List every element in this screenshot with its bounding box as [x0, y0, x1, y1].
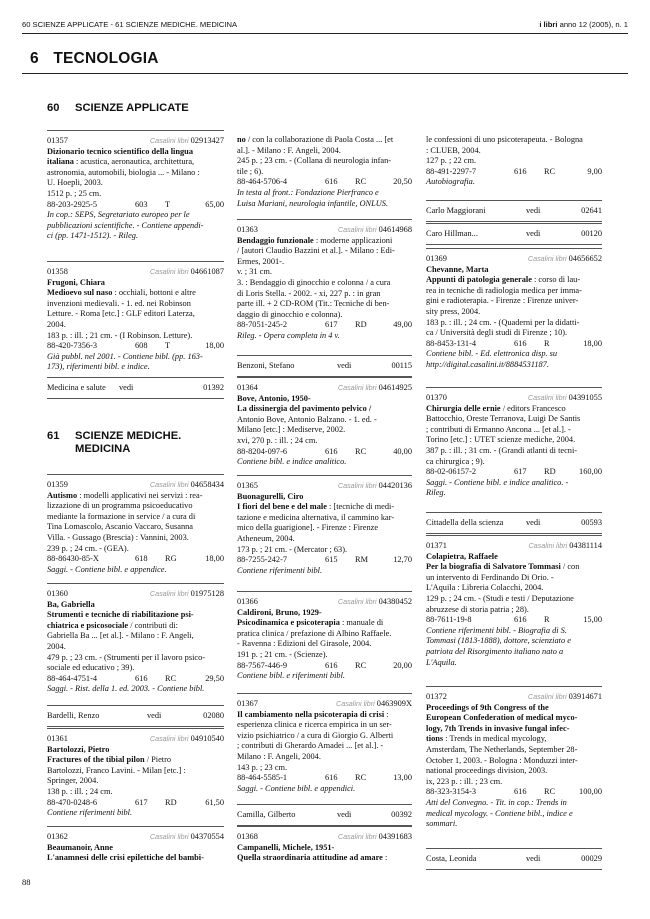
isbn: 88-464-5706-4 — [237, 177, 288, 187]
subsection-61-heading — [47, 430, 181, 455]
isbn: 88-8204-097-6 — [237, 446, 288, 456]
author: Ba, Gabriella — [47, 599, 95, 609]
price: 29,50 — [205, 673, 224, 683]
author: Bartolozzi, Pietro — [47, 744, 110, 754]
isbn: 88-464-4751-4 — [47, 673, 98, 683]
casalini-code: 02913427 — [190, 136, 224, 145]
desc-line: xvi, 270 p. : ill. ; 24 cm. — [237, 435, 318, 445]
desc-line: / [autori Claudio Bazzini et al.]. - Milano : Edi- — [237, 246, 395, 256]
entry-number: 01359 — [47, 480, 68, 489]
entry-01361: 01361 Casalini libri 04910540 Bartolozzi, Pietro Fractures of the tibial pilon / Pietro Bartolozzi, Franco Lavini. - Milan [etc.] : Springer, 2004. 138 p. : ill. ; 24 cm. 88-470-0248-6 617 RD 61,50 Contiene riferimenti bibl. — [47, 728, 224, 819]
casalini-code: 04380452 — [378, 597, 412, 606]
xref-vedi: vedi — [526, 518, 541, 527]
author: Colapietra, Raffaele — [426, 551, 498, 561]
desc-line: : CLUEB, 2004. — [426, 145, 481, 155]
entry-01367: 01367 Casalini libri 0463909X Il cambiamento nella psicoterapia di crisi : esperienza clinica e ricerca empirica in un ser- vizio psichiatrico / a cura di Giorgio G. Alberti ; contributi di Gherardo Amadei ... [et al.]. - Milano : F. Angeli, 2004. 143 p. ; 23 cm. 88-464-5585-1 616 RC 13,00 Saggi. - Contiene bibl. e appendici. — [237, 693, 412, 794]
entry-01362-continued: no / con la collaborazione di Paola Costa ... [et al.]. - Milano : F. Angeli, 2004. 245 p. ; 23 cm. - (Collana di neurologia infan- tile ; 6). 88-464-5706-4 616 RC 20,50 In testa al front.: Fondazione Pierfranco e Luisa Mariani, neurologia infantile, ONLUS. — [237, 135, 412, 208]
entry-number: 01365 — [237, 481, 258, 490]
desc-line: ix, 223 p. : ill. ; 23 cm. — [426, 776, 503, 786]
dewey-code: 603 — [135, 199, 148, 209]
desc-line: L'Aquila : Libreria Colacchi, 2004. — [426, 583, 544, 593]
subsection-61-number: 61 — [47, 430, 60, 442]
entry-number: 01357 — [47, 136, 68, 145]
casalini-code: 04391055 — [568, 393, 602, 402]
isbn: 88-7611-19-8 — [426, 615, 472, 625]
title-line: La dissinergia del pavimento pelvico / — [237, 404, 372, 414]
column-3 — [426, 0, 602, 919]
isbn: 88-7255-242-7 — [237, 555, 288, 565]
note-line: Autobiografia. — [426, 177, 475, 187]
casalini-label: Casalini libri — [337, 832, 377, 841]
note-line: Rileg. - Opera completa in 4 v. — [237, 330, 340, 340]
note-line: Contiene bibl. - Ed. elettronica disp. su — [426, 349, 558, 359]
page-number: 88 — [22, 877, 31, 887]
dewey-code: 616 — [135, 673, 148, 683]
desc-line: 387 p. : ill. ; 31 cm. - (Grandi atlanti di tecni- — [426, 445, 578, 455]
desc-line: rea in tecniche di radiologia medica per imma- — [426, 285, 582, 295]
casalini-code: 04658434 — [190, 480, 224, 489]
desc-line: 2004. — [47, 641, 66, 651]
casalini-label: Casalini libri — [337, 597, 377, 606]
entry-01370: 01370 Casalini libri 04391055 Chirurgia delle ernie / editors Francesco Battocchio, Oreste Terranova, Luigi De Santis ; contributi di Ermanno Ancona ... [et al.]. - Torino [etc.] : UTET scienze mediche, 2004. 387 p. : ill. ; 31 cm. - (Grandi atlanti di tecni- ca chirurgica ; 9). 88-02-06157-2 617 RD 160,00 Saggi. - Contiene bibl. e indice analitico. - Rileg. — [426, 387, 602, 499]
isbn: 88-464-5585-1 — [237, 773, 288, 783]
desc-line: 183 p. : ill. ; 24 cm. - (Quaderni per la didatti- — [426, 317, 580, 327]
class-code: T — [165, 199, 171, 209]
isbn: 88-02-06157-2 — [426, 467, 477, 477]
xref-vedi: vedi — [337, 361, 352, 370]
desc-line: un intervento di Ferdinando Di Orio. - — [426, 572, 554, 582]
entry-01360: 01360 Casalini libri 01975128 Ba, Gabriella Strumenti e tecniche di riabilitazione psi- chiatrica e psicosociale / contributi di: Gabriella Ba ... [et al.]. - Milano : F. Angeli, 2004. 479 p. ; 23 cm. - (Strumenti per il lavoro psico- sociale ed educativo ; 39). 88-464-4751-4 616 RC 29,50 Saggi. - Rist. della 1. ed. 2003. - Contiene bibl. — [47, 583, 224, 695]
desc-line: Bartolozzi, Franco Lavini. - Milan [etc.] : — [47, 765, 186, 775]
entry-01358: 01358 Casalini libri 04661087 Frugoni, Chiara Medioevo sul naso : occhiali, bottoni e altre invenzioni medievali. - 1. ed. nei Robinson Letture. - Roma [etc.] : GLF editori Laterza, 2004. 183 p. : ill. ; 21 cm. - (I Robinson. Letture). 88-420-7356-3 608 T 18,00 Già pubbl. nel 2001. - Contiene bibl. (pp. 163- 173), riferimenti bibl. e indice. — [47, 261, 224, 373]
desc-line: 183 p. : ill. ; 21 cm. - (I Robinson. Letture). — [47, 330, 193, 340]
dewey-code: 616 — [325, 446, 338, 456]
desc-line: sociale ed educativo ; 39). — [47, 663, 135, 673]
casalini-label: Casalini libri — [149, 832, 189, 841]
desc-line: Milano [etc.] : Mediserve, 2002. — [237, 425, 346, 435]
casalini-label: Casalini libri — [527, 692, 567, 701]
note-line: http://digital.casalini.it/8884531187. — [426, 359, 549, 369]
entry-01357: 01357 Casalini libri 02913427 Dizionario tecnico scientifico della lingua italiana : acustica, aeronautica, architettura, astronomia, automobili, biologia ... - Milano : U. Hoepli, 2003. 1512 p. ; 25 cm. 88-203-2925-5 603 T 65,00 In cop.: SEPS, Segretariato europeo per le pubblicazioni scientifiche. - Contiene appendi- ci (pp. 1471-1512). - Rileg. — [47, 130, 224, 242]
entry-01369: 01369 Casalini libri 04656652 Chevanne, Marta Appunti di patologia generale : corso di lau- rea in tecniche di radiologia medica per imma- gini e radioterapia. - Firenze : Firenze univer- sity press, 2004. 183 p. : ill. ; 24 cm. - (Quaderni per la didatti- ca / Università degli studi di Firenze ; 10). 88-8453-131-4 616 R 18,00 Contiene bibl. - Ed. elettronica disp. su http://digital.casalini.it/8884531187. — [426, 248, 602, 371]
entry-number: 01364 — [237, 383, 258, 392]
cross-reference — [237, 355, 412, 377]
note-line: Contiene riferimenti bibl. — [47, 808, 133, 818]
class-code: RG — [165, 554, 177, 564]
section-number: 6 — [30, 50, 39, 67]
entry-number: 01372 — [426, 692, 447, 701]
entry-number: 01360 — [47, 589, 68, 598]
desc-line: Amsterdam, The Netherlands, September 28- — [426, 744, 578, 754]
desc-line: Letture. - Roma [etc.] : GLF editori Laterza, — [47, 309, 195, 319]
price: 18,00 — [205, 341, 224, 351]
entry-number: 01367 — [237, 699, 258, 708]
title-line: logy, 7th Trends in invasive fungal infec- — [426, 723, 570, 733]
casalini-ref — [150, 136, 224, 147]
class-code: RC — [355, 177, 367, 187]
note-line: patriota del Risorgimento italiano nato a — [426, 646, 564, 656]
note-line: Saggi. - Contiene bibl. e indice analitico. - — [426, 477, 569, 487]
dewey-code: 616 — [514, 166, 527, 176]
subsection-61-title: SCIENZE MEDICHE. — [75, 430, 182, 442]
note-line: Saggi. - Contiene bibl. e appendice. — [47, 564, 167, 574]
cross-reference — [426, 512, 602, 534]
xref-name: Camilla, Gilberto — [237, 810, 296, 819]
desc-line: gini e radioterapia. - Firenze : Firenze univer- — [426, 296, 579, 306]
casalini-code: 04391683 — [378, 832, 412, 841]
desc-line: astronomia, automobili, biologia ... - Milano : — [47, 167, 200, 177]
desc-line: pratica clinica / prefazione di Albino Raffaele. — [237, 628, 392, 638]
casalini-label: Casalini libri — [527, 393, 567, 402]
cross-reference — [426, 848, 602, 870]
note-line: Tommasi (1813-1888), dottore, scienziato e — [426, 636, 571, 646]
column-2 — [237, 0, 412, 919]
xref-vedi: vedi — [119, 383, 134, 392]
cross-reference — [426, 200, 602, 222]
cross-reference — [47, 377, 224, 399]
xref-name: Cittadella della scienza — [426, 518, 504, 527]
entry-01371: 01371 Casalini libri 04381114 Colapietra, Raffaele Per la biografia di Salvatore Tommasi / con un intervento di Ferdinando Di Orio. - L'Aquila : Libreria Colacchi, 2004. 129 p. ; 24 cm. - (Studi e testi / Deputazione abruzzese di storia patria ; 28). 88-7611-19-8 616 R 15,00 Contiene riferimenti bibl. - Biografia di S. Tommasi (1813-1888), dottore, scienziato e patriota del Risorgimento italiano nato a L'Aquila. — [426, 535, 602, 668]
xref-number: 00392 — [391, 810, 412, 819]
entry-01368-continued — [426, 135, 602, 188]
note-line: Contiene riferimenti bibl. - Biografia di S. — [426, 625, 567, 635]
casalini-code: 04661087 — [190, 267, 224, 276]
entry-number: 01366 — [237, 597, 258, 606]
note-line: In testa al front.: Fondazione Pierfranco e — [237, 187, 379, 197]
cross-reference — [47, 705, 224, 727]
desc-line: Gabriella Ba ... [et al.]. - Milano : F. Angeli, — [47, 631, 194, 641]
dewey-code: 617 — [325, 320, 338, 330]
entry-number: 01358 — [47, 267, 68, 276]
note-line: Contiene riferimenti bibl. — [237, 565, 323, 575]
xref-vedi: vedi — [526, 229, 541, 238]
note-line: Atti del Convegno. - Tit. in cop.: Trends in — [426, 797, 567, 807]
entry-01368: 01368 Casalini libri 04391683 Campanelli, Michele, 1951- Quella straordinaria attitudine ad amare : — [237, 826, 412, 864]
running-head-publication: i libri — [539, 20, 558, 29]
desc-line: October 1, 2003. - Bologna : Monduzzi inter- — [426, 755, 578, 765]
entry-01362 — [47, 826, 224, 864]
class-code: RC — [355, 660, 367, 670]
casalini-label: Casalini libri — [149, 267, 189, 276]
title-line: European Confederation of medical myco- — [426, 713, 578, 723]
class-code: RC — [165, 673, 177, 683]
entry-number: 01361 — [47, 734, 68, 743]
subsection-60-number: 60 — [47, 102, 60, 114]
dewey-code: 616 — [514, 338, 527, 348]
dewey-code: 616 — [514, 615, 527, 625]
class-code: RC — [355, 773, 367, 783]
entry-number: 01363 — [237, 225, 258, 234]
casalini-label: Casalini libri — [149, 136, 189, 145]
xref-number: 01392 — [203, 383, 224, 392]
casalini-label: Casalini libri — [337, 481, 377, 490]
desc-line: di Loris Stella. - 2002. - xi, 227 p. : in gran — [237, 288, 381, 298]
entry-number: 01362 — [47, 832, 68, 841]
desc-line: ; contributi di Ermanno Ancona ... [et al.]. - — [426, 424, 571, 434]
xref-number: 00593 — [581, 518, 602, 527]
entry-number: 01370 — [426, 393, 447, 402]
desc-line: 239 p. ; 24 cm. - (GEA). — [47, 543, 129, 553]
author: Beaumanoir, Anne — [47, 842, 113, 852]
xref-number: 02641 — [581, 206, 602, 215]
price: 49,00 — [393, 320, 412, 330]
casalini-label: Casalini libri — [336, 699, 375, 708]
entry-number: 01369 — [426, 254, 447, 263]
casalini-label: Casalini libri — [527, 254, 567, 263]
entry-01365: 01365 Casalini libri 04420136 Buonagurelli, Ciro I fiori del bene e del male : [tecniche di medi- tazione e medicina alternativa, il cammino kar- mico della guarigione]. - Firenze : Firenze Atheneum, 2004. 173 p. ; 21 cm. - (Mercator ; 63). 88-7255-242-7 615 RM 12,70 Contiene riferimenti bibl. — [237, 475, 412, 576]
dewey-code: 616 — [325, 177, 338, 187]
price: 100,00 — [579, 787, 602, 797]
running-head-left: 60 SCIENZE APPLICATE - 61 SCIENZE MEDICHE. MEDICINA — [22, 20, 238, 29]
entry-01359: 01359 Casalini libri 04658434 Autismo : modelli applicativi nei servizi : rea- lizzazione di un programma psicoeducativo mediante la formazione in service / a cura di Tina Lomascolo, Ascanio Vaccaro, Susanna Villa. - Gussago (Brescia) : Vannini, 2003. 239 p. ; 24 cm. - (GEA). 88-86430-85-X 618 RG 18,00 Saggi. - Contiene bibl. e appendice. — [47, 474, 224, 575]
note-line: Rileg. — [426, 488, 446, 498]
casalini-code: 04614925 — [378, 383, 412, 392]
price: 12,70 — [393, 555, 412, 565]
desc-line: Springer, 2004. — [47, 776, 99, 786]
desc-line: mico della guarigione]. - Firenze : Firenze — [237, 523, 379, 533]
dewey-code: 616 — [514, 787, 527, 797]
isbn: 88-7051-245-2 — [237, 320, 288, 330]
desc-line: 3. : Bendaggio di ginocchio e colonna / a cura — [237, 277, 391, 287]
desc-line: national proceedings division, 2003. — [426, 766, 548, 776]
class-code: RD — [355, 320, 367, 330]
xref-name: Carlo Maggiorani — [426, 206, 486, 215]
author: Chevanne, Marta — [426, 264, 489, 274]
desc-line: invenzioni medievali. - 1. ed. nei Robinson — [47, 298, 191, 308]
note-line: Già pubbl. nel 2001. - Contiene bibl. (pp. 163- — [47, 351, 203, 361]
desc-line: ca chirurgica ; 9). — [426, 456, 485, 466]
desc-line: 127 p. ; 22 cm. — [426, 156, 477, 166]
entry-01363: 01363 Casalini libri 04614968 Bendaggio funzionale : moderne applicazioni / [autori Claudio Bazzini et al.]. - Milano : Edi- Ermes, 2001-. v. ; 31 cm. 3. : Bendaggio di ginocchio e colonna / a cura di Loris Stella. - 2002. - xi, 227 p. : in gran parte ill. + 2 CD-ROM (Tit.: Tecniche di ben- daggio di ginocchio e colonna). 88-7051-245-2 617 RD 49,00 Rileg. - Opera completa in 4 v. — [237, 219, 412, 342]
isbn: 88-323-3154-3 — [426, 787, 477, 797]
xref-vedi: vedi — [147, 711, 162, 720]
desc-line: parte ill. + 2 CD-ROM (Tit.: Tecniche di ben- — [237, 299, 390, 309]
isbn: 88-8453-131-4 — [426, 338, 477, 348]
title-line: L'anamnesi delle crisi epilettiche del bambi- — [47, 853, 204, 863]
subsection-61-title-2: MEDICINA — [75, 442, 131, 455]
note-line: pubblicazioni scientifiche. - Contiene appendi- — [47, 220, 204, 230]
class-code: RC — [544, 787, 556, 797]
price: 40,00 — [393, 446, 412, 456]
desc-line: al.]. - Milano : F. Angeli, 2004. — [237, 145, 341, 155]
casalini-label: Casalini libri — [337, 383, 377, 392]
note-line: medical mycology. - Contiene bibl., indice e — [426, 808, 573, 818]
desc-line: 2004. — [47, 319, 66, 329]
price: 20,50 — [393, 177, 412, 187]
note-line: Saggi. - Rist. della 1. ed. 2003. - Contiene bibl. — [47, 684, 205, 694]
note-line: Contiene bibl. e indice analitico. — [237, 457, 347, 467]
casalini-code: 01975128 — [190, 589, 224, 598]
price: 9,00 — [587, 166, 602, 176]
desc-line: 129 p. ; 24 cm. - (Studi e testi / Deputazione — [426, 593, 574, 603]
dewey-code: 615 — [325, 555, 338, 565]
desc-line: ; contributi di Gherardo Amadei ... [et al.]. - — [237, 741, 384, 751]
dewey-code: 618 — [135, 554, 148, 564]
class-code: R — [544, 338, 550, 348]
casalini-label: Casalini libri — [149, 480, 189, 489]
desc-line: 479 p. ; 23 cm. - (Strumenti per il lavoro psico- — [47, 652, 206, 662]
casalini-code: 04910540 — [190, 734, 224, 743]
note-line: In cop.: SEPS, Segretariato europeo per le — [47, 210, 190, 220]
entry-01364 — [237, 377, 412, 468]
casalini-label: Casalini libri — [528, 541, 568, 550]
dewey-code: 616 — [325, 773, 338, 783]
desc-line: 143 p. ; 23 cm. — [237, 762, 288, 772]
column-1 — [47, 0, 224, 919]
casalini-code: 04614968 — [378, 225, 412, 234]
class-code: RC — [544, 166, 556, 176]
section-title: TECNOLOGIA — [53, 50, 159, 67]
casalini-code: 04420136 — [378, 481, 412, 490]
desc-line: U. Hoepli, 2003. — [47, 178, 103, 188]
xref-name: Costa, Leonida — [426, 854, 477, 863]
title-line: Strumenti e tecniche di riabilitazione psi- — [47, 610, 194, 620]
isbn: 88-86430-85-X — [47, 554, 99, 564]
author: Frugoni, Chiara — [47, 277, 105, 287]
isbn: 88-420-7356-3 — [47, 341, 98, 351]
desc-line: Milano : F. Angeli, 2004. — [237, 751, 321, 761]
author: Campanelli, Michele, 1951- — [237, 842, 335, 852]
xref-vedi: vedi — [337, 810, 352, 819]
entry-number: 01368 — [237, 832, 258, 841]
class-code: RD — [165, 797, 177, 807]
casalini-label: Casalini libri — [337, 225, 377, 234]
author: Buonagurelli, Ciro — [237, 491, 304, 501]
xref-vedi: vedi — [526, 854, 541, 863]
desc-line: - Ravenna : Edizioni del Girasole, 2004. — [237, 639, 372, 649]
entry-01372: 01372 Casalini libri 03914671 Proceedings of 9th Congress of the European Confederation of medical myco- logy, 7th Trends in invasive fungal infec- tions : Trends in medical mycology, Amsterdam, The Netherlands, September 28- October 1, 2003. - Bologna : Monduzzi inter- national proceedings division, 2003. ix, 223 p. : ill. ; 23 cm. 88-323-3154-3 616 RC 100,00 Atti del Convegno. - Tit. in cop.: Trends in medical mycology. - Contiene bibl., indice e sommari. — [426, 686, 602, 830]
note-line: Saggi. - Contiene bibl. e appendici. — [237, 783, 356, 793]
xref-number: 00120 — [581, 229, 602, 238]
desc-line: Ermes, 2001-. — [237, 256, 285, 266]
note-line: Contiene bibl. e riferimenti bibl. — [237, 671, 345, 681]
entry-number: 01371 — [426, 541, 447, 550]
isbn: 88-7567-446-9 — [237, 660, 288, 670]
price: 160,00 — [579, 467, 602, 477]
xref-vedi: vedi — [526, 206, 541, 215]
subsection-60-title: SCIENZE APPLICATE — [75, 102, 189, 114]
entry-01366: 01366 Casalini libri 04380452 Caldironi, Bruno, 1929- Psicodinamica e psicoterapia : manuale di pratica clinica / prefazione di Albino Raffaele. - Ravenna : Edizioni del Girasole, 2004. 191 p. ; 21 cm. - (Scienze). 88-7567-446-9 616 RC 20,00 Contiene bibl. e riferimenti bibl. — [237, 591, 412, 682]
desc-line: Battocchio, Oreste Terranova, Luigi De Santis — [426, 414, 581, 424]
desc-line: Torino [etc.] : UTET scienze mediche, 2004. — [426, 435, 576, 445]
desc-line: Villa. - Gussago (Brescia) : Vannini, 2003. — [47, 532, 189, 542]
price: 20,00 — [393, 660, 412, 670]
xref-number: 00115 — [391, 361, 412, 370]
desc-line: v. ; 31 cm. — [237, 267, 272, 277]
title-line: Dizionario tecnico scientifico della lingua — [47, 146, 193, 156]
isbn: 88-203-2925-5 — [47, 199, 98, 209]
casalini-code: 03914671 — [568, 692, 602, 701]
class-code: RM — [355, 555, 368, 565]
dewey-code: 616 — [325, 660, 338, 670]
casalini-code: 04381114 — [569, 541, 602, 550]
price: 18,00 — [205, 554, 224, 564]
desc-line: daggio di ginocchio e colonna). — [237, 309, 343, 319]
desc-line: sity press, 2004. — [426, 306, 481, 316]
casalini-label: Casalini libri — [149, 734, 189, 743]
casalini-code: 0463909X — [376, 699, 412, 708]
xref-name: Benzoni, Stefano — [237, 361, 295, 370]
class-code: T — [165, 341, 171, 351]
running-head-issue: anno 12 (2005), n. 1 — [557, 20, 628, 29]
xref-name: Medicina e salute — [47, 383, 106, 392]
cross-reference — [426, 223, 602, 245]
note-line: sommari. — [426, 819, 458, 829]
title-line: Proceedings of 9th Congress of the — [426, 702, 549, 712]
note-line: ci (pp. 1471-1512). - Rileg. — [47, 231, 139, 241]
price: 15,00 — [583, 615, 602, 625]
xref-number: 02080 — [203, 711, 224, 720]
desc-line: 138 p. : ill. ; 24 cm. — [47, 786, 113, 796]
xref-number: 00029 — [581, 854, 602, 863]
casalini-code: 04656652 — [568, 254, 602, 263]
desc-line: 173 p. ; 21 cm. - (Mercator ; 63). — [237, 544, 348, 554]
price: 18,00 — [583, 338, 602, 348]
dewey-code: 617 — [514, 467, 527, 477]
desc-line: Tina Lomascolo, Ascanio Vaccaro, Susanna — [47, 522, 193, 532]
casalini-label: Casalini libri — [149, 589, 189, 598]
xref-name: Bardelli, Renzo — [47, 711, 100, 720]
isbn: 88-491-2297-7 — [426, 166, 477, 176]
note-line: 173), riferimenti bibl. e indice. — [47, 362, 150, 372]
xref-name: Caro Hillman... — [426, 229, 478, 238]
casalini-code: 04370554 — [190, 832, 224, 841]
desc-line: vizio psichiatrico / a cura di Giorgio G. Alberti — [237, 730, 394, 740]
note-line: L'Aquila. — [426, 657, 457, 667]
author: Caldironi, Bruno, 1929- — [237, 607, 322, 617]
desc-line: tazione e medicina alternativa, il cammino kar- — [237, 512, 395, 522]
isbn-row — [47, 200, 224, 211]
desc-line: 1512 p. ; 25 cm. — [47, 188, 102, 198]
desc-line: lizzazione di un programma psicoeducativo — [47, 501, 193, 511]
class-code: RD — [544, 467, 556, 477]
desc-line: 191 p. ; 21 cm. - (Scienze). — [237, 649, 328, 659]
desc-line: ca / Università degli studi di Firenze ; 10). — [426, 328, 568, 338]
desc-line: 245 p. ; 23 cm. - (Collana di neurologia infan- — [237, 156, 392, 166]
desc-line: Antonio Bove, Antonio Balzano. - 1. ed. - — [237, 414, 377, 424]
dewey-code: 617 — [135, 797, 148, 807]
desc-line: abruzzese di storia patria ; 28). — [426, 604, 529, 614]
price: 61,50 — [205, 797, 224, 807]
price: 13,00 — [393, 773, 412, 783]
class-code: RC — [355, 446, 367, 456]
class-code: R — [544, 615, 550, 625]
desc-line: esperienza clinica e ricerca empirica in un ser- — [237, 720, 392, 730]
dewey-code: 608 — [135, 341, 148, 351]
price: 65,00 — [205, 199, 224, 209]
isbn: 88-470-0248-6 — [47, 797, 98, 807]
desc-line: le confessioni di uno psicoterapeuta. - Bologna — [426, 135, 583, 144]
desc-line: Atheneum, 2004. — [237, 533, 295, 543]
note-line: Luisa Mariani, neurologia infantile, ONLUS. — [237, 198, 389, 208]
desc-line: tile ; 6). — [237, 166, 264, 176]
cross-reference — [237, 804, 412, 826]
author: Bove, Antonio, 1950- — [237, 393, 311, 403]
desc-line: mediante la formazione in service / a cura di — [47, 511, 196, 521]
